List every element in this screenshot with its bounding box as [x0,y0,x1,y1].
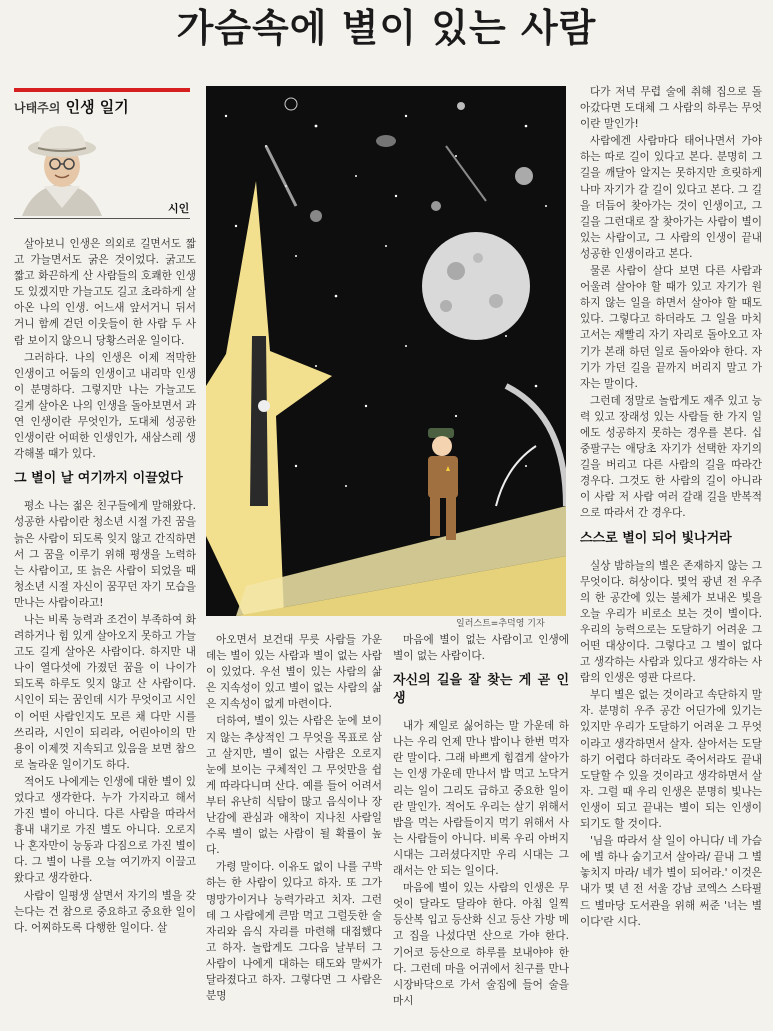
paragraph: 평소 나는 젊은 친구들에게 말해왔다. 성공한 사람이란 청소년 시절 가진 꿈을 늙은 사람이 되도록 잊지 않고 간직하면서 그 꿈을 이루기 위해 평생을 노력하는 사람이고, 또 늙은 사람이 되었을 때 청소년 시절 자신이 꿈꾸던 자기 모습을 만나는 사람이라고! [14,500,196,609]
article-column-2 [206,632,382,1024]
series-prefix: 나태주의 [14,101,61,115]
article-column-3 [393,632,569,1024]
paragraph: 살아보니 인생은 의외로 길면서도 짧고 가늘면서도 굵은 것이었다. 굵고도 짧고 화끈하게 산 사람들의 호쾌한 인생도 있겠지만 가늘고도 길고 초라하게 살아온 나의 인생. 어느새 앞서거니 뒤서거니 함께 걷던 이웃들이 한 사람 두 사람 보이지 않으니 당황스러운 일이다. [14,238,196,347]
subheading: 스스로 별이 되어 빛나거라 [580,530,732,546]
author-portrait [14,120,110,216]
paragraph: 마음에 별이 없는 사람이고 인생에 별이 없는 사람이다. [393,634,569,663]
paragraph: 부디 별은 없는 것이라고 속단하지 말자. 분명히 우주 공간 어딘가에 있기는 있지만 우리가 도달하기 어려운 그 무엇이라고 생각하면서 살자. 살아서는 도달하기 어렵다 하더라도 죽어서라도 끝내 도달할 수 있을 것이라고 생각하면서 살자. 그럴 때 우리 인생은 분명히 빛나는 인생이 되고 끝내는 별이 되는 인생이 되기도 할 것이다. [580,689,762,831]
paragraph: 다가 저녁 무렵 술에 취해 집으로 돌아갔다면 도대체 그 사람의 하루는 무엇이란 말인가! [580,86,762,131]
series-accent-bar [14,88,190,92]
paragraph: 내가 제일로 싫어하는 말 가운데 하나는 우리 언제 만나 밥이나 한번 먹자란 말이다. 그래 바쁘게 힘겹게 살아가는 인생 가운데 만나서 밥 먹고 노닥거리는 일이 그리도 급하고 중요한 일이란 말인가. 적어도 우리는 살기 위해서 밥을 먹는 사람들이지 먹기 위해서 사는 사람들이 아니다. 비록 우리 아버지 시대는 그러셨다지만 우리 시대는 그래서는 안 되는 일이다. [393,720,569,878]
headline: 가슴속에 별이 있는 사람 [176,6,597,50]
paragraph: 가령 말이다. 이유도 없이 나를 구박하는 한 사람이 있다고 하자. 또 그가 명망가이거나 능력가라고 치자. 그런데 그 사람에게 큰맘 먹고 그럴듯한 술자리와 음식 자리를 마련해 대접했다고 하자. 놀랍게도 그다음 날부터 그 사람이 나에게 대하는 태도와 말씨가 달라졌다고 하자. 그렇다면 그 사람은 분명 [206,861,382,1003]
illustration-credit: 일러스트=추덕영 기자 [456,619,545,629]
subheading: 자신의 길을 잘 찾는 게 곧 인생 [393,673,569,707]
paragraph: 그런데 정말로 놀랍게도 재주 있고 능력 있고 장래성 있는 사람들 한 가지 일에도 성공하지 못하는 경우를 본다. 십중팔구는 애당초 자기가 선택한 자기의 길을 버리고 다른 사람의 길을 따라간 경우다. 그것도 한 사람의 길이 아니라 이 사람 저 사람 여러 갈래 길을 반복적으로 따라서 간 경우다. [580,394,762,520]
article-column-4 [580,84,762,1024]
paragraph: 적어도 나에게는 인생에 대한 별이 있었다고 생각한다. 누가 가지라고 해서 가진 별이 아니다. 다른 사람을 따라서 흉내 내기로 가진 별도 아니다. 오로지 나 혼자만이 능동과 다짐으로 가진 별이다. 그 별이 나를 오늘 여기까지 이끌고 왔다고 생각한다. [14,775,196,885]
paragraph: 사람이 일평생 살면서 자기의 별을 갖는다는 건 참으로 중요하고 중요한 일이다. 어찌하도록 다행한 일이다. 살 [14,889,196,934]
paragraph: 마음에 별이 있는 사람의 인생은 무엇이 달라도 달라야 한다. 아침 일찍 등산복 입고 등산화 신고 등산 가방 메고 집을 나섰다면 산으로 가야 한다. 기어코 등산으로 하루를 보내야야 한다. 그런데 마을 어귀에서 친구를 만나 시장바닥으로 가서 술집에 들어 술을 마시 [393,882,569,1007]
byline-divider [14,218,190,219]
paragraph: 더하여, 별이 있는 사람은 눈에 보이지 않는 추상적인 그 무엇을 목표로 삼고 살지만, 별이 없는 사람은 오로지 눈에 보이는 구체적인 그 무엇만을 쉽게 따라다니며 산다. 예를 들어 어려서부터 유난히 식탐이 많고 음식이나 장난감에 관심과 애착이 지나친 사람일수록 별이 없는 사람이 될 확률이 높다. [206,715,382,857]
byline: 시인 [168,202,190,215]
paragraph: 물론 사람이 살다 보면 다른 사람과 어울려 살아야 할 때가 있고 자기가 원하지 않는 일을 하면서 살아야 할 때도 있다. 그렇다고 하더라도 그 일을 마치고서는 재빨리 자기 자리로 돌아오고 자기가 본래 하던 일로 돌아와야 한다. 자기가 가던 길을 끝까지 버리지 말고 가자는 말이다. [580,265,762,390]
subheading: 그 별이 날 여기까지 이끌었다 [14,471,183,487]
paragraph: '님을 따라서 살 일이 아니다/ 네 가슴에 별 하나 숨기고서 살아라/ 끝내 그 별 놓치지 마라/ 네가 별이 되어라.' 이것은 내가 몇 년 전 서울 강남 코엑스 스타필드 별마당 도서관을 위해 써준 '너는 별이다'란 시다. [580,835,762,928]
illustration [206,86,566,616]
paragraph: 아오면서 보건대 무릇 사람들 가운데는 별이 있는 사람과 별이 없는 사람이 있었다. 우선 별이 있는 사람의 삶은 지속성이 있고 별이 없는 사람의 삶은 지속성이 없게 마련이다. [206,634,382,711]
paragraph: 그러하다. 나의 인생은 이제 적막한 인생이고 어둠의 인생이고 내리막 인생이 분명하다. 그렇지만 나는 가늘고도 길게 살아온 나의 인생을 돌아보면서 과연 인생이란 무엇인가, 도대체 성공한 인생이란 어떠한 인생인가, 새삼스레 생각해볼 때가 있다. [14,351,196,461]
paragraph: 나는 비록 능력과 조건이 부족하여 화려하거나 힘 있게 살아오지 못하고 가늘고도 길게 살아온 사람이다. 하지만 내 나이 열다섯에 가졌던 꿈을 이 나이가 되도록 하루도 잊지 않고 산 사람이다. 시인이 되는 꿈인데 시가 무엇이고 시인이 어떤 사람인지도 모른 채 다만 시를 쓰리라, 시인이 되리라, 어린아이의 만용이 이제껏 지속되고 있음을 보면 참으로 놀라운 일이기도 하다. [14,613,196,771]
series-name: 인생 일기 [65,98,129,116]
article-column-1 [14,236,196,1026]
paragraph: 실상 밤하늘의 별은 존재하지 않는 그 무엇이다. 허상이다. 몇억 광년 전 우주의 한 공간에 있는 불체가 보내온 빛을 오늘 우리가 비로소 보는 것이 별이다. 우리의 능력으로는 도달하기 어려운 그 어떤 대상이다. 그렇다고 그 별이 없다고 생각하는 사람과 있다고 생각하는 사람의 인생은 영판 다르다. [580,559,762,685]
series-title [14,96,129,117]
paragraph: 사람에겐 사람마다 태어나면서 가야 하는 따로 길이 있다고 본다. 분명히 그 길을 깨달아 알지는 못하지만 흐릿하게나마 자기가 갈 길이 있다고 본다. 그 길을 더듬어 찾아가는 것이 인생이고, 그 길을 그런대로 잘 찾아가는 사람이 별이 있는 사람이고, 그 사람의 인생이 끝내 성공한 인생이라고 본다. [580,135,762,260]
